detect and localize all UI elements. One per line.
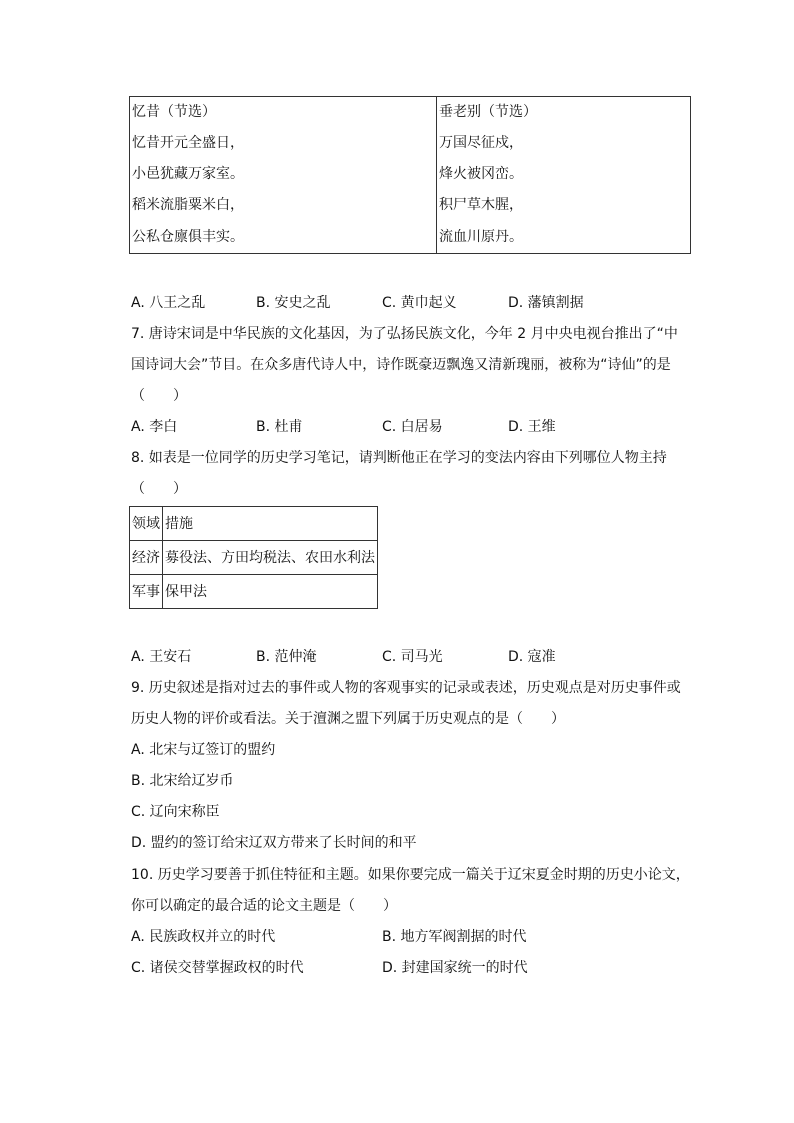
poem-left-title: 忆昔（节选） xyxy=(130,97,437,128)
q10-option-d: D. 封建国家统一的时代 xyxy=(382,960,528,976)
q10-stem-line: 你可以确定的最合适的论文主题是（ ） xyxy=(131,898,397,914)
poem-left-line: 公私仓廪俱丰实。 xyxy=(130,221,437,254)
poem-right-line: 流血川原丹。 xyxy=(437,221,691,254)
q10-option-a: A. 民族政权并立的时代 xyxy=(131,929,276,945)
q9-stem-line: 9. 历史叙述是指对过去的事件或人物的客观事实的记录或表述，历史观点是对历史事件或 xyxy=(131,680,681,696)
poem-left-line: 忆昔开元全盛日， xyxy=(130,128,437,159)
table-header-field: 领域 xyxy=(130,507,163,541)
poem-table xyxy=(129,96,691,254)
q9-option-a: A. 北宋与辽签订的盟约 xyxy=(131,742,276,758)
q7-option-a: A. 李白 xyxy=(131,419,178,435)
poem-right-line: 烽火被冈峦。 xyxy=(437,159,691,190)
q6-option-a: A. 八王之乱 xyxy=(131,295,206,311)
poem-right-line: 积尸草木腥， xyxy=(437,190,691,221)
q7-option-d: D. 王维 xyxy=(508,419,556,435)
q7-stem-line: 国诗词大会”节目。在众多唐代诗人中，诗作既豪迈飘逸又清新瑰丽，被称为“诗仙”的是 xyxy=(131,357,671,373)
q7-answer-blank: （ ） xyxy=(131,388,187,404)
q6-option-b: B. 安史之乱 xyxy=(256,295,331,311)
q8-answer-blank: （ ） xyxy=(131,481,187,497)
reform-notes-table xyxy=(129,506,378,609)
q8-option-d: D. 寇准 xyxy=(508,649,556,665)
q10-option-c: C. 诸侯交替掌握政权的时代 xyxy=(131,960,304,976)
poem-right-title: 垂老别（节选） xyxy=(437,97,691,128)
q6-option-c: C. 黄巾起义 xyxy=(382,295,457,311)
q10-option-b: B. 地方军阀割据的时代 xyxy=(382,929,527,945)
q8-stem-line: 8. 如表是一位同学的历史学习笔记，请判断他正在学习的变法内容由下列哪位人物主持 xyxy=(131,450,667,466)
q8-option-c: C. 司马光 xyxy=(382,649,443,665)
table-header-measures: 措施 xyxy=(163,507,378,541)
table-cell-field: 经济 xyxy=(130,541,163,575)
poem-right-line: 万国尽征戍， xyxy=(437,128,691,159)
q9-option-c: C. 辽向宋称臣 xyxy=(131,804,220,820)
table-cell-measures: 募役法、方田均税法、农田水利法 xyxy=(163,541,378,575)
q8-option-a: A. 王安石 xyxy=(131,649,192,665)
q7-stem-line: 7. 唐诗宋词是中华民族的文化基因，为了弘扬民族文化，今年 2 月中央电视台推出了“中 xyxy=(131,326,678,342)
q6-option-d: D. 藩镇割据 xyxy=(508,295,584,311)
q7-option-b: B. 杜甫 xyxy=(256,419,303,435)
q9-option-b: B. 北宋给辽岁币 xyxy=(131,773,234,789)
q7-option-c: C. 白居易 xyxy=(382,419,443,435)
poem-left-line: 小邑犹藏万家室。 xyxy=(130,159,437,190)
poem-left-line: 稻米流脂粟米白， xyxy=(130,190,437,221)
table-cell-measures: 保甲法 xyxy=(163,575,378,609)
q8-option-b: B. 范仲淹 xyxy=(256,649,317,665)
q9-option-d: D. 盟约的签订给宋辽双方带来了长时间的和平 xyxy=(131,835,417,851)
q9-stem-line: 历史人物的评价或看法。关于澶渊之盟下列属于历史观点的是（ ） xyxy=(131,711,565,727)
q10-stem-line: 10. 历史学习要善于抓住特征和主题。如果你要完成一篇关于辽宋夏金时期的历史小论文， xyxy=(131,867,690,883)
table-cell-field: 军事 xyxy=(130,575,163,609)
